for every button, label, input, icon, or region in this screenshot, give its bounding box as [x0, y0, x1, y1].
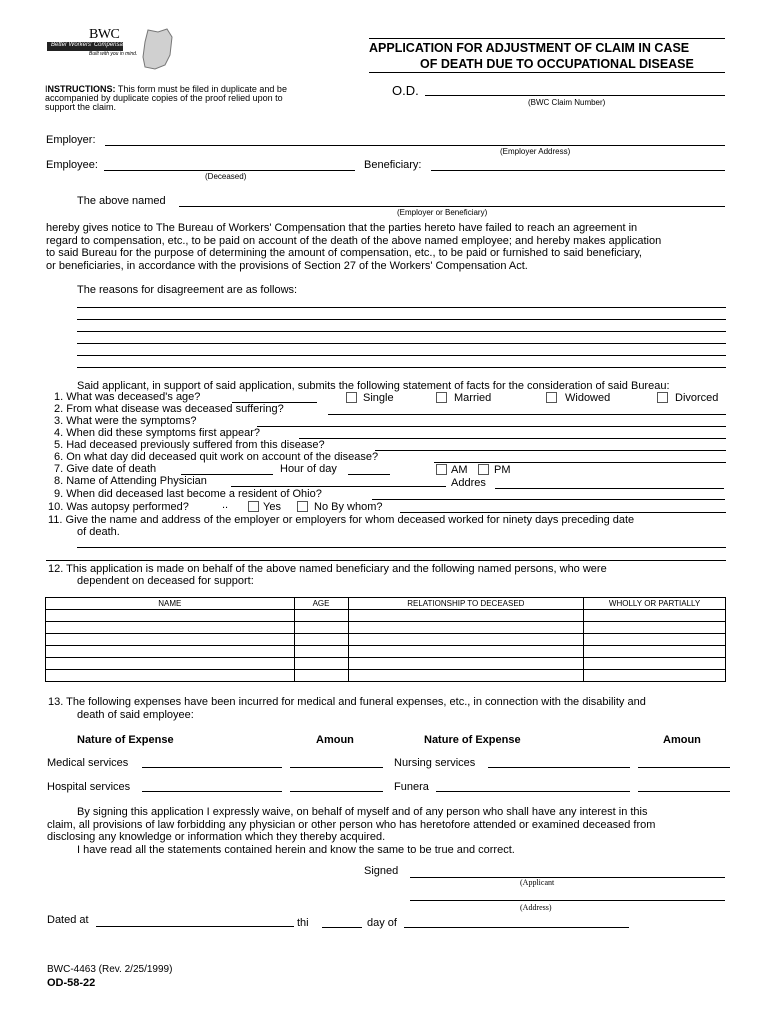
waiver-line-1: By signing this application I expressly waive, on behalf of myself and of any person who shall have any interest in this — [77, 806, 648, 818]
applicant-signature-field[interactable] — [410, 877, 725, 878]
table-cell[interactable] — [294, 634, 348, 646]
header-wholly-partially: WHOLLY OR PARTIALLY — [584, 598, 726, 610]
q10-no-label: No By whom? — [314, 501, 383, 513]
month-year-field[interactable] — [404, 927, 629, 928]
table-row — [46, 658, 726, 670]
table-cell[interactable] — [348, 646, 584, 658]
q1-single-checkbox[interactable] — [346, 392, 357, 403]
employer-field[interactable] — [105, 145, 725, 146]
nursing-services-label: Nursing services — [394, 757, 476, 769]
above-named-label: The above named — [77, 195, 166, 207]
table-cell[interactable] — [294, 658, 348, 670]
q10-label: 10. Was autopsy performed? — [48, 501, 189, 513]
table-cell[interactable] — [348, 610, 584, 622]
reasons-line[interactable] — [77, 355, 726, 356]
header-relationship: RELATIONSHIP TO DECEASED — [348, 598, 584, 610]
table-cell[interactable] — [46, 646, 295, 658]
q1-widowed-label: Widowed — [565, 392, 611, 404]
statement-text: Said applicant, in support of said application, submits the following statement of facts for the consideration of said Bureau: — [77, 380, 670, 392]
logo-tagline-1: Better Workers' Compensation — [51, 42, 133, 48]
thi-label: thi — [297, 917, 309, 929]
notice-paragraph — [46, 222, 661, 272]
table-cell[interactable] — [46, 622, 295, 634]
table-cell[interactable] — [294, 670, 348, 682]
q1-divorced-checkbox[interactable] — [657, 392, 668, 403]
table-cell[interactable] — [294, 622, 348, 634]
employer-label: Employer: — [46, 134, 96, 146]
q8-label: 8. Name of Attending Physician — [54, 475, 207, 487]
logo-tagline-2: Built with you in mind. — [89, 51, 138, 57]
table-cell[interactable] — [348, 658, 584, 670]
q10-yes-label: Yes — [263, 501, 281, 513]
q2-field[interactable] — [328, 414, 726, 415]
form-number: BWC-4463 (Rev. 2/25/1999) — [47, 964, 173, 975]
table-row — [46, 646, 726, 658]
table-cell[interactable] — [348, 634, 584, 646]
od-claim-number-field[interactable] — [425, 95, 725, 96]
q9-label: 9. When did deceased last become a resident of Ohio? — [54, 488, 322, 500]
employee-label: Employee: — [46, 159, 98, 171]
reasons-line[interactable] — [77, 307, 726, 308]
q4-field[interactable] — [299, 438, 726, 439]
waiver-line-4: I have read all the statements contained herein and know the same to be true and correct. — [77, 843, 515, 856]
medical-services-label: Medical services — [47, 757, 129, 769]
table-cell[interactable] — [46, 634, 295, 646]
instructions — [45, 85, 287, 112]
table-cell[interactable] — [584, 634, 726, 646]
q3-label: 3. What were the symptoms? — [54, 415, 197, 427]
q9-field[interactable] — [372, 499, 725, 500]
reasons-line[interactable] — [77, 343, 726, 344]
expenses-intro: 13. The following expenses have been incurred for medical and funeral expenses, etc., in connection with the disability and — [48, 696, 646, 708]
od-caption: (BWC Claim Number) — [528, 98, 606, 107]
reasons-line[interactable] — [77, 331, 726, 332]
dated-at-field[interactable] — [96, 926, 294, 927]
q6-field[interactable] — [434, 462, 726, 463]
table-cell[interactable] — [584, 610, 726, 622]
logo-name: BWC — [89, 27, 120, 42]
funeral-label: Funera — [394, 781, 429, 793]
hospital-services-field[interactable] — [142, 791, 282, 792]
q1-label: 1. What was deceased's age? — [54, 391, 201, 403]
q7-pm-checkbox[interactable] — [478, 464, 489, 475]
instructions-label: NSTRUCTIONS: — [47, 84, 116, 94]
form-title-line-2: OF DEATH DUE TO OCCUPATIONAL DISEASE — [420, 57, 694, 71]
employer-caption: (Employer Address) — [500, 147, 571, 156]
table-cell[interactable] — [348, 622, 584, 634]
address-caption: (Address) — [520, 903, 552, 912]
od-label: O.D. — [392, 83, 419, 98]
q4-label: 4. When did these symptoms first appear? — [54, 427, 261, 439]
notice-line-1: hereby gives notice to The Bureau of Workers' Compensation that the parties hereto have failed to reach an agreement in — [46, 222, 638, 234]
q11-field[interactable] — [77, 547, 726, 548]
instructions-first-letter: I — [45, 84, 48, 94]
q1-widowed-checkbox[interactable] — [546, 392, 557, 403]
q1-single-label: Single — [363, 392, 394, 404]
header-name: NAME — [46, 598, 295, 610]
q8-address-field[interactable] — [495, 488, 724, 489]
funeral-field[interactable] — [436, 791, 630, 792]
instructions-text-2: accompanied by duplicate copies of the proof relied upon to — [45, 93, 283, 103]
applicant-caption: (Applicant — [520, 878, 555, 887]
reasons-line[interactable] — [77, 367, 726, 368]
day-field[interactable] — [322, 927, 362, 928]
medical-amount-field[interactable] — [290, 767, 383, 768]
nursing-services-field[interactable] — [488, 767, 630, 768]
beneficiary-field[interactable] — [431, 170, 725, 171]
above-named-caption: (Employer or Beneficiary) — [397, 208, 488, 217]
table-row — [46, 610, 726, 622]
q8-physician-field[interactable] — [231, 486, 446, 487]
table-row — [46, 670, 726, 682]
q11-label: 11. Give the name and address of the employer or employers for whom deceased worked for ninety days preceding date — [48, 514, 635, 526]
q2-label: 2. From what disease was deceased suffering? — [54, 403, 284, 415]
q7-am-label: AM — [451, 464, 468, 476]
notice-line-4: or beneficiaries, in accordance with the provisions of Section 27 of the Workers' Compensation Act. — [46, 259, 528, 272]
bwc-logo — [45, 27, 173, 71]
table-cell[interactable] — [584, 670, 726, 682]
q7-pm-label: PM — [494, 464, 511, 476]
reasons-label: The reasons for disagreement are as follows: — [77, 284, 298, 296]
q1-married-label: Married — [454, 392, 492, 404]
instructions-text-3: support the claim. — [45, 102, 117, 112]
reasons-line[interactable] — [77, 319, 726, 320]
expenses-intro-cont: death of said employee: — [77, 709, 194, 721]
above-named-field[interactable] — [179, 206, 725, 207]
day-of-label: day of — [367, 917, 397, 929]
q6-label: 6. On what day did deceased quit work on account of the disease? — [54, 451, 379, 463]
hospital-services-label: Hospital services — [47, 781, 131, 793]
instructions-text: This form must be filed in duplicate and be — [117, 84, 287, 94]
q7-am-checkbox[interactable] — [436, 464, 447, 475]
q5-field[interactable] — [375, 450, 726, 451]
amount-header-1: Amoun — [316, 734, 354, 746]
signed-label: Signed — [364, 865, 399, 877]
q7-hour-field[interactable] — [348, 474, 390, 475]
table-cell[interactable] — [584, 646, 726, 658]
form-title-line-1: APPLICATION FOR ADJUSTMENT OF CLAIM IN CASE — [369, 41, 690, 55]
q10-dots: .. — [222, 499, 229, 511]
header-age: AGE — [294, 598, 348, 610]
q11-label-cont: of death. — [77, 526, 120, 538]
table-cell[interactable] — [584, 622, 726, 634]
table-cell[interactable] — [46, 670, 295, 682]
nursing-amount-field[interactable] — [638, 767, 730, 768]
table-cell[interactable] — [46, 610, 295, 622]
q3-field[interactable] — [257, 426, 726, 427]
hospital-amount-field[interactable] — [290, 791, 383, 792]
q7-hour-label: Hour of day — [280, 463, 337, 475]
form-code: OD-58-22 — [47, 977, 96, 989]
notice-line-3: to said Bureau for the purpose of determining the amount of compensation, etc., to be paid or furnished to said beneficiary, — [46, 247, 642, 259]
q10-yes-checkbox[interactable] — [248, 501, 259, 512]
nature-header-1: Nature of Expense — [77, 734, 174, 746]
employee-field[interactable] — [104, 170, 355, 171]
title-bottom-rule — [369, 72, 725, 73]
beneficiary-label: Beneficiary: — [364, 159, 422, 171]
table-cell[interactable] — [294, 610, 348, 622]
table-cell[interactable] — [348, 670, 584, 682]
waiver-line-3: disclosing any knowledge or information which they thereby acquired. — [47, 831, 386, 843]
dependents-table — [45, 597, 726, 682]
q1-married-checkbox[interactable] — [436, 392, 447, 403]
q10-no-checkbox[interactable] — [297, 501, 308, 512]
table-cell[interactable] — [584, 658, 726, 670]
applicant-address-field[interactable] — [410, 900, 725, 901]
employee-caption: (Deceased) — [205, 172, 247, 181]
title-top-rule — [369, 38, 725, 39]
q12-label: 12. This application is made on behalf of the above named beneficiary and the following named persons, who were — [48, 563, 607, 575]
notice-line-2: regard to compensation, etc., to be paid on account of the death of the above named employee; and hereby makes application — [46, 234, 662, 247]
q10-by-whom-field[interactable] — [400, 512, 726, 513]
q1-divorced-label: Divorced — [675, 392, 719, 404]
table-row — [46, 634, 726, 646]
table-cell[interactable] — [46, 658, 295, 670]
table-cell[interactable] — [294, 646, 348, 658]
table-row — [46, 622, 726, 634]
q8-address-label: Addres — [451, 477, 486, 489]
funeral-amount-field[interactable] — [638, 791, 730, 792]
dated-at-label: Dated at — [47, 914, 89, 926]
q7-label: 7. Give date of death — [54, 463, 157, 475]
q5-label: 5. Had deceased previously suffered from this disease? — [54, 439, 325, 451]
q11-field[interactable] — [46, 560, 726, 561]
nature-header-2: Nature of Expense — [424, 734, 521, 746]
waiver-paragraph — [47, 806, 655, 856]
amount-header-2: Amoun — [663, 734, 701, 746]
q12-label-cont: dependent on deceased for support: — [77, 575, 254, 587]
waiver-line-2: claim, all provisions of law forbidding any physician or other person who has heretofore attended or examined deceased from — [47, 818, 656, 831]
table-header-row — [46, 598, 726, 610]
medical-services-field[interactable] — [142, 767, 282, 768]
